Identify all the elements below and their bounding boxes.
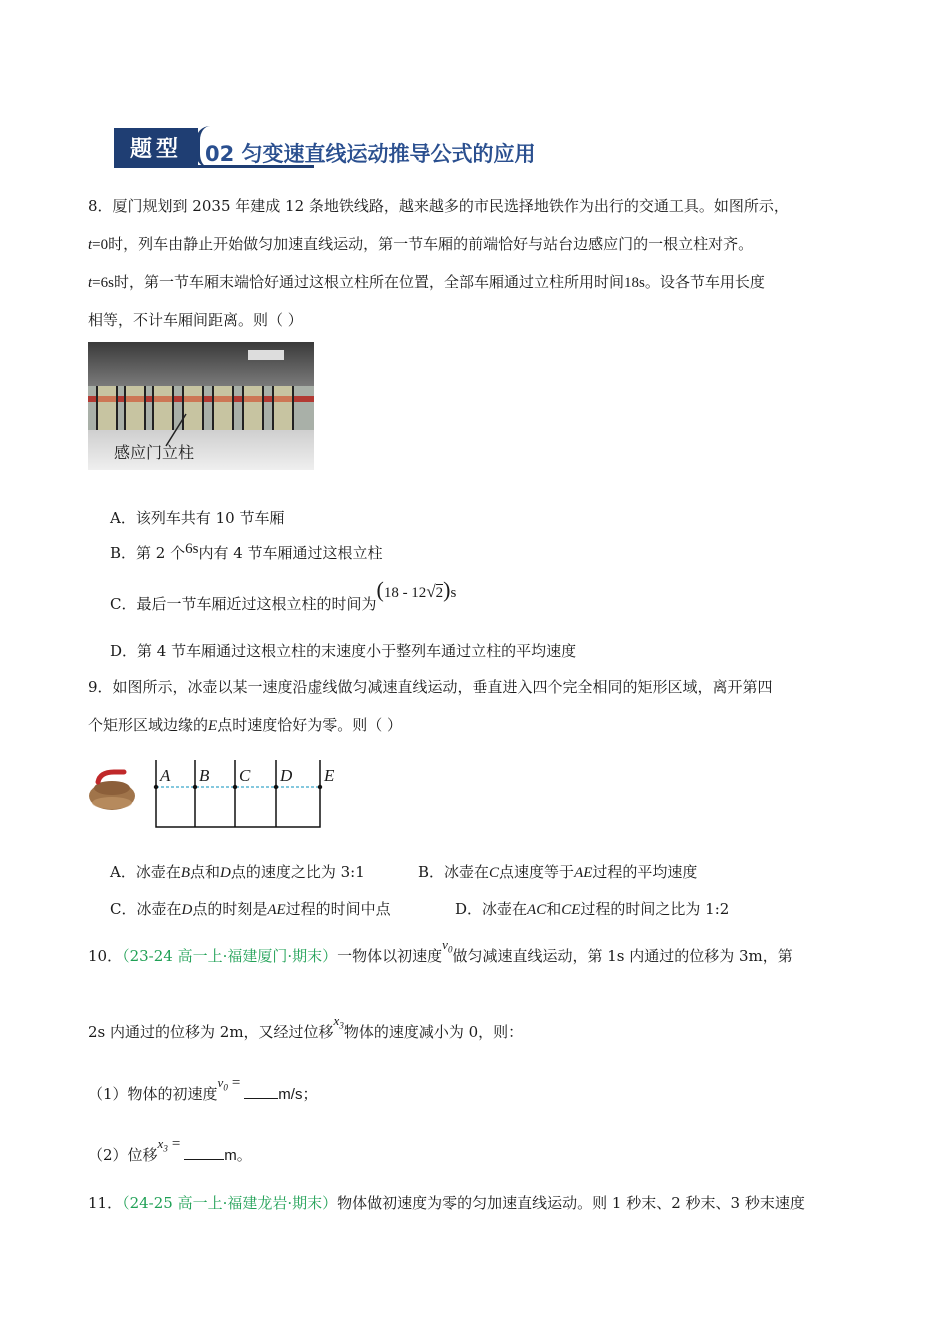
q9-option-d[interactable]: D．冰壶在AC和CE过程的时间之比为 1:2 — [455, 900, 730, 918]
q8-line4: 相等，不计车厢间距离。则（ ） — [88, 311, 303, 329]
q11-source-tag: （24-25 高一上·福建龙岩·期末） — [122, 1194, 338, 1212]
q8-option-b-time: 6s — [185, 541, 199, 557]
point-label-b: B — [199, 766, 210, 785]
q10-sub1-v0: $v_0$ — [217, 1075, 228, 1093]
q10-source-tag: （23-24 高一上·福建厦门·期末） — [122, 947, 338, 965]
q8-line3-text-b: 。设各节车用长度 — [644, 273, 765, 291]
q9-option-a[interactable]: A．冰壶在B点和D点的速度之比为 3:1 — [110, 863, 365, 881]
q8-option-a[interactable]: A．该列车共有 10 节车厢 — [110, 509, 285, 527]
q10-number: 10． — [88, 947, 123, 965]
q8-line2-text: 时，列车由静止开始做匀加速直线运动，第一节车厢的前端恰好与站台边感应门的一根立柱对齐。 — [108, 235, 754, 253]
q10-answer-blank-1[interactable] — [244, 1084, 278, 1099]
section-badge: 题型 — [114, 128, 198, 166]
point-label-a: A — [160, 766, 171, 785]
q8-option-c-expr: (18 - 12√2)s — [376, 577, 457, 602]
subway-platform-photo — [88, 342, 314, 470]
q9-option-c[interactable]: C．冰壶在D点的时刻是AE过程的时间中点 — [110, 900, 391, 918]
q9-point-e: E — [208, 718, 218, 734]
point-label-e: E — [324, 766, 335, 785]
q8-option-c-text: C．最后一节车厢近过这根立柱的时间为 — [110, 595, 377, 613]
q10-sub2-x3: $x_3$ — [157, 1136, 168, 1154]
q8-option-c[interactable] — [110, 577, 457, 616]
q8-option-b-post: 内有 4 节车厢通过这根立柱 — [198, 544, 383, 562]
q8-t-eq0: =0 — [92, 237, 109, 253]
q8-line2 — [88, 233, 753, 256]
q10-line1: 10．（23-24 高一上·福建厦门·期末）一物体以初速度$v_0$做匀减速直线运动，第 1s 内通过的位移为 3m，第 — [88, 937, 793, 965]
photo-caption: 感应门立柱 — [114, 443, 195, 462]
q9-option-b[interactable]: B．冰壶在C点速度等于AE过程的平均速度 — [418, 863, 698, 881]
q10-x3: $x_3$ — [333, 1013, 344, 1031]
curling-diagram — [88, 760, 348, 832]
q10-sub1: （1）物体的初速度$v_0 =m/s$； — [88, 1075, 318, 1103]
q8-t-var2: t — [88, 275, 93, 291]
q8-option-b[interactable] — [110, 542, 383, 565]
q8-t-eq6: =6s — [92, 275, 114, 291]
q10-v0: $v_0$ — [442, 937, 453, 955]
q8-option-d[interactable]: D．第 4 节车厢通过这根立柱的末速度小于整列车通过立柱的平均速度 — [110, 642, 577, 660]
q10-sub2: （2）位移$x_3 =m$。 — [88, 1136, 252, 1164]
q8-total-time: 18s — [623, 275, 645, 291]
q11-number: 11． — [88, 1194, 123, 1212]
point-label-c: C — [239, 766, 251, 785]
q8-line1: 8．厦门规划到 2035 年建成 12 条地铁线路，越来越多的市民选择地铁作为出行的交通工具。如图所示， — [88, 197, 789, 215]
q10-answer-blank-2[interactable] — [184, 1145, 224, 1160]
q9-line1: 9．如图所示，冰壶以某一速度沿虚线做匀减速直线运动，垂直进入四个完全相同的矩形区域，离开第四 — [88, 678, 773, 696]
q8-t-var: t — [88, 237, 93, 253]
q10-line2: 2s 内通过的位移为 2m，又经过位移$x_3$物体的速度减小为 0，则： — [88, 1013, 524, 1041]
q9-line2-text-a: 个矩形区域边缘的 — [88, 716, 209, 734]
section-title: 02 匀变速直线运动推导公式的应用 — [205, 142, 536, 166]
q9-line2 — [88, 714, 402, 737]
q8-line3 — [88, 271, 765, 294]
point-label-d: D — [280, 766, 293, 785]
q9-line2-text-b: 点时速度恰好为零。则（ ） — [217, 716, 402, 734]
q8-option-b-pre: B．第 2 个 — [110, 544, 186, 562]
q8-line3-text-a: 时，第一节车厢末端恰好通过这根立柱所在位置，全部车厢通过立柱所用时间 — [113, 273, 624, 291]
curling-diagram-svg — [88, 760, 348, 832]
q11-line1: 11．（24-25 高一上·福建龙岩·期末）物体做初速度为零的匀加速直线运动。则 1 秒末、2 秒末、3 秒末速度 — [88, 1194, 805, 1212]
